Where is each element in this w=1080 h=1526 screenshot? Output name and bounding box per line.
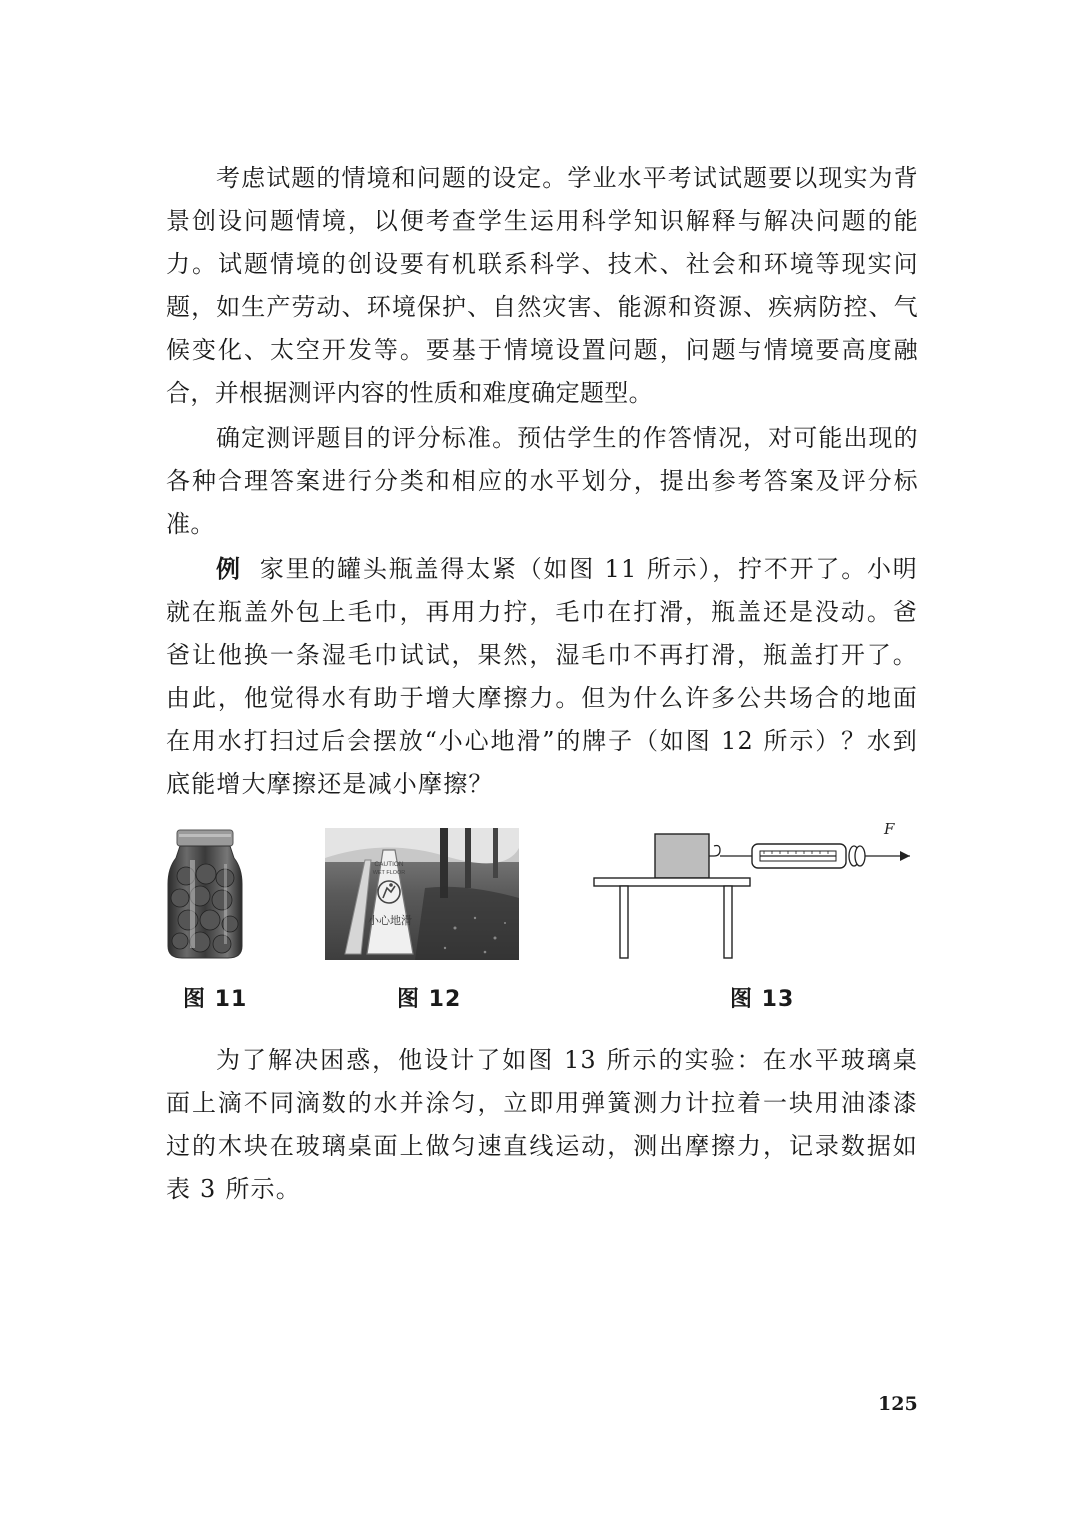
figure-13-caption: 图 13 [730,987,795,1012]
force-label: F [884,820,895,838]
example-label: 例 [216,555,242,583]
spring-scale [752,844,865,868]
paragraph-example [166,548,918,806]
paragraph-experiment-description: 为了解决困惑，他设计了如图 13 所示的实验：在水平玻璃桌面上滴不同滴数的水并涂匀，立即用弹簧测力计拉着一块用油漆漆过的木块在玻璃桌面上做匀速直线运动，测出摩擦力，记录数据如表 3 所示。 [166,1046,918,1203]
wooden-block [655,834,709,878]
svg-text:WET FLOOR: WET FLOOR [372,870,406,876]
figure-13-experiment-diagram [592,818,922,963]
table-leg-left [620,886,628,958]
table-top [594,878,750,886]
table-leg-right [724,886,732,958]
paragraph-scenario-design: 考虑试题的情境和问题的设定。学业水平考试试题要以现实为背景创设问题情境，以便考查学生运用科学知识解释与解决问题的能力。试题情境的创设要有机联系科学、技术、社会和环境等现实问题，如生产劳动、环境保护、自然灾害、能源和资源、疾病防控、气候变化、太空开发等。要基于情境设置问题，问题与情境要高度融合，并根据测评内容的性质和难度确定题型。 [166,164,918,407]
svg-text:CAUTION: CAUTION [374,861,404,868]
figure-12-caption: 图 12 [397,987,462,1012]
page-number: 125 [878,1393,918,1415]
sign-chinese-text: 小心地滑 [368,914,412,927]
example-text: 家里的罐头瓶盖得太紧（如图 11 所示），拧不开了。小明就在瓶盖外包上毛巾，再用力拧，毛巾在打滑，瓶盖还是没动。爸爸让他换一条湿毛巾试试，果然，湿毛巾不再打滑，瓶盖打开了。由此，他觉得水有助于增大摩擦力。但为什么许多公共场合的地面在用水打扫过后会摆放“小心地滑”的牌子（如图 12 所示）？水到底能增大摩擦还是减小摩擦？ [166,555,918,798]
figure-12-wet-floor-sign-image [325,828,519,960]
figure-11-caption: 图 11 [183,987,248,1012]
figure-11-jar-image [164,828,246,960]
jar-lid [177,830,233,846]
paragraph-scoring-criteria: 确定测评题目的评分标准。预估学生的作答情况，对可能出现的各种合理答案进行分类和相应的水平划分，提出参考答案及评分标准。 [166,424,918,538]
